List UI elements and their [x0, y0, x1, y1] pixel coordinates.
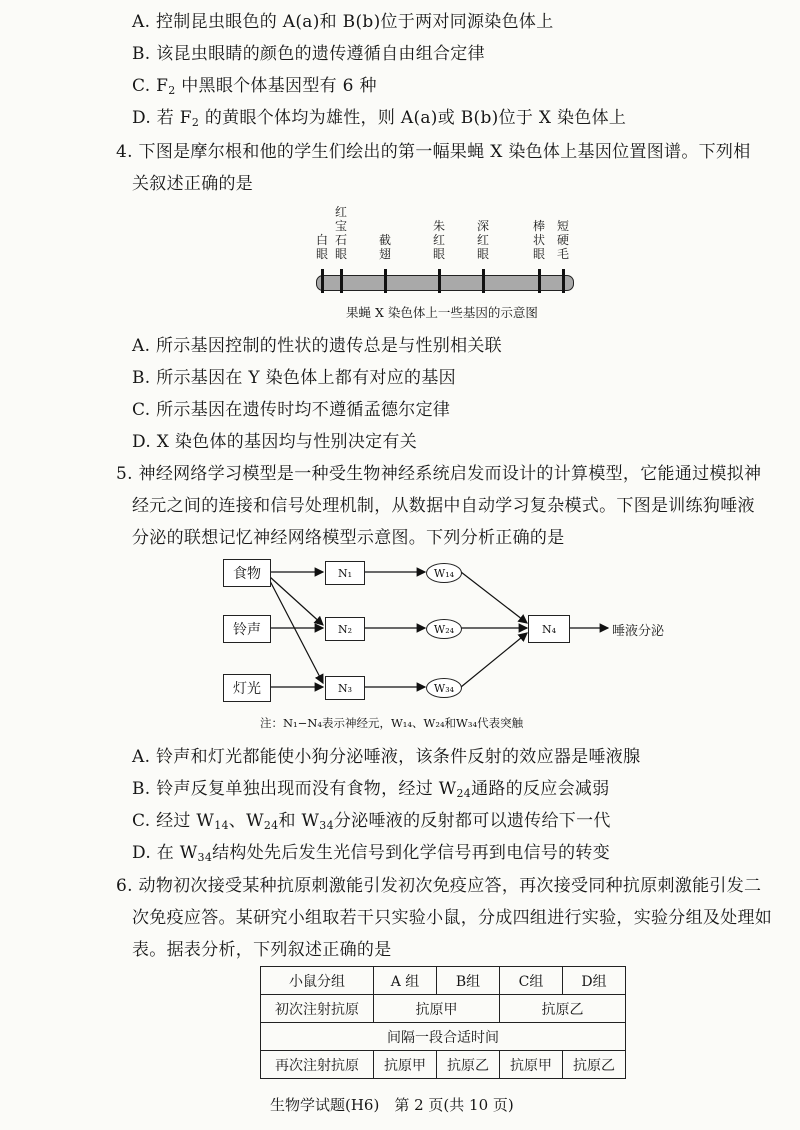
synapse-w34: W₃₄: [426, 678, 462, 698]
input-light: 灯光: [223, 674, 271, 702]
q4-option-d: D. X 染色体的基因均与性别决定有关: [132, 432, 418, 452]
q3-option-d: D. 若 $F_2$ 的黄眼个体均为雄性，则 A(a)或 B(b)位于 X 染色体上: [132, 108, 627, 129]
table-row: [261, 995, 626, 1023]
table-cell: 抗原乙: [563, 1051, 626, 1079]
table-header-cell: C组: [500, 967, 563, 995]
gene-locus-mark: [384, 269, 387, 293]
table-cell: 抗原甲: [374, 995, 500, 1023]
synapse-w24: W₂₄: [426, 619, 462, 639]
input-bell: 铃声: [223, 615, 271, 643]
q6-stem-line2: 次免疫应答。某研究小组取若干只实验小鼠，分成四组进行实验，实验分组及处理如: [132, 908, 773, 928]
q5-stem-line2: 经元之间的连接和信号处理机制，从数据中自动学习复杂模式。下图是训练狗唾液: [132, 496, 755, 516]
experiment-table: [260, 966, 626, 1079]
gene-label-cut-wing: 截翅: [378, 233, 391, 261]
q6-stem-line1: 6. 动物初次接受某种抗原刺激能引发初次免疫应答，再次接受同种抗原刺激能引发二: [116, 876, 762, 896]
q4-option-c: C. 所示基因在遗传时均不遵循孟德尔定律: [132, 400, 451, 420]
table-header-cell: A 组: [374, 967, 437, 995]
x-chromosome-bar: [316, 275, 574, 291]
gene-label-vermilion-eye: 朱红眼: [432, 219, 445, 261]
q3-option-b: B. 该昆虫眼睛的颜色的遗传遵循自由组合定律: [132, 44, 485, 64]
table-cell: 抗原甲: [374, 1051, 437, 1079]
gene-locus-mark: [340, 269, 343, 293]
network-figure-note: 注：N₁−N₄表示神经元，W₁₄、W₂₄和W₃₄代表突触: [260, 716, 524, 730]
neural-network-figure: [215, 553, 695, 730]
gene-label-bar-eye: 棒状眼: [532, 219, 545, 261]
neuron-n1: N₁: [325, 561, 365, 585]
table-cell: 间隔一段合适时间: [261, 1023, 626, 1051]
chromosome-figure-caption: 果蝇 X 染色体上一些基因的示意图: [346, 305, 538, 320]
q4-option-a: A. 所示基因控制的性状的遗传总是与性别相关联: [132, 336, 502, 356]
page-footer: 生物学试题(H6) 第 2 页(共 10 页): [270, 1096, 514, 1114]
q5-stem-line1: 5. 神经网络学习模型是一种受生物神经系统启发而设计的计算模型，它能通过模拟神: [116, 464, 762, 484]
q5-option-d: D. 在 $W_{34}$结构处先后发生光信号到化学信号再到电信号的转变: [132, 843, 611, 864]
q4-stem-line1: 4. 下图是摩尔根和他的学生们绘出的第一幅果蝇 X 染色体上基因位置图谱。下列相: [116, 142, 751, 162]
q5-option-c: C. 经过 $W_{14}$、$W_{24}$和 $W_{34}$分泌唾液的反射都可以遗传给下一代: [132, 811, 611, 832]
chromosome-figure: [300, 195, 590, 320]
table-header-cell: 小鼠分组: [261, 967, 374, 995]
q3-option-a: A. 控制昆虫眼色的 A(a)和 B(b)位于两对同源染色体上: [132, 12, 554, 32]
neuron-n3: N₃: [325, 676, 365, 700]
gene-locus-mark: [438, 269, 441, 293]
table-row: [261, 967, 626, 995]
table-cell: 抗原甲: [500, 1051, 563, 1079]
gene-locus-mark: [562, 269, 565, 293]
gene-label-short-bristle: 短硬毛: [556, 219, 569, 261]
table-cell: 抗原乙: [437, 1051, 500, 1079]
table-header-cell: D组: [563, 967, 626, 995]
table-row: [261, 1051, 626, 1079]
gene-label-carmine-eye: 深红眼: [476, 219, 489, 261]
table-cell: 初次注射抗原: [261, 995, 374, 1023]
table-row: [261, 1023, 626, 1051]
output-salivation: 唾液分泌: [612, 624, 665, 639]
q6-stem-line3: 表。据表分析，下列叙述正确的是: [132, 940, 392, 960]
input-food: 食物: [223, 559, 271, 587]
gene-label-ruby-eye: 红宝石眼: [334, 205, 347, 261]
q4-stem-line2: 关叙述正确的是: [132, 174, 254, 194]
neuron-n2: N₂: [325, 617, 365, 641]
q3-option-c: C. $F_2$ 中黑眼个体基因型有 6 种: [132, 76, 377, 97]
synapse-w14: W₁₄: [426, 563, 462, 583]
q5-option-b: B. 铃声反复单独出现而没有食物，经过 $W_{24}$通路的反应会减弱: [132, 779, 610, 800]
gene-locus-mark: [538, 269, 541, 293]
q5-option-a: A. 铃声和灯光都能使小狗分泌唾液，该条件反射的效应器是唾液腺: [132, 747, 641, 767]
gene-locus-mark: [482, 269, 485, 293]
table-cell: 再次注射抗原: [261, 1051, 374, 1079]
table-cell: 抗原乙: [500, 995, 626, 1023]
table-header-cell: B组: [437, 967, 500, 995]
q4-option-b: B. 所示基因在 Y 染色体上都有对应的基因: [132, 368, 456, 388]
gene-label-white-eye: 白眼: [315, 233, 328, 261]
gene-locus-mark: [321, 269, 324, 293]
neuron-n4: N₄: [528, 615, 570, 643]
q5-stem-line3: 分泌的联想记忆神经网络模型示意图。下列分析正确的是: [132, 528, 565, 548]
